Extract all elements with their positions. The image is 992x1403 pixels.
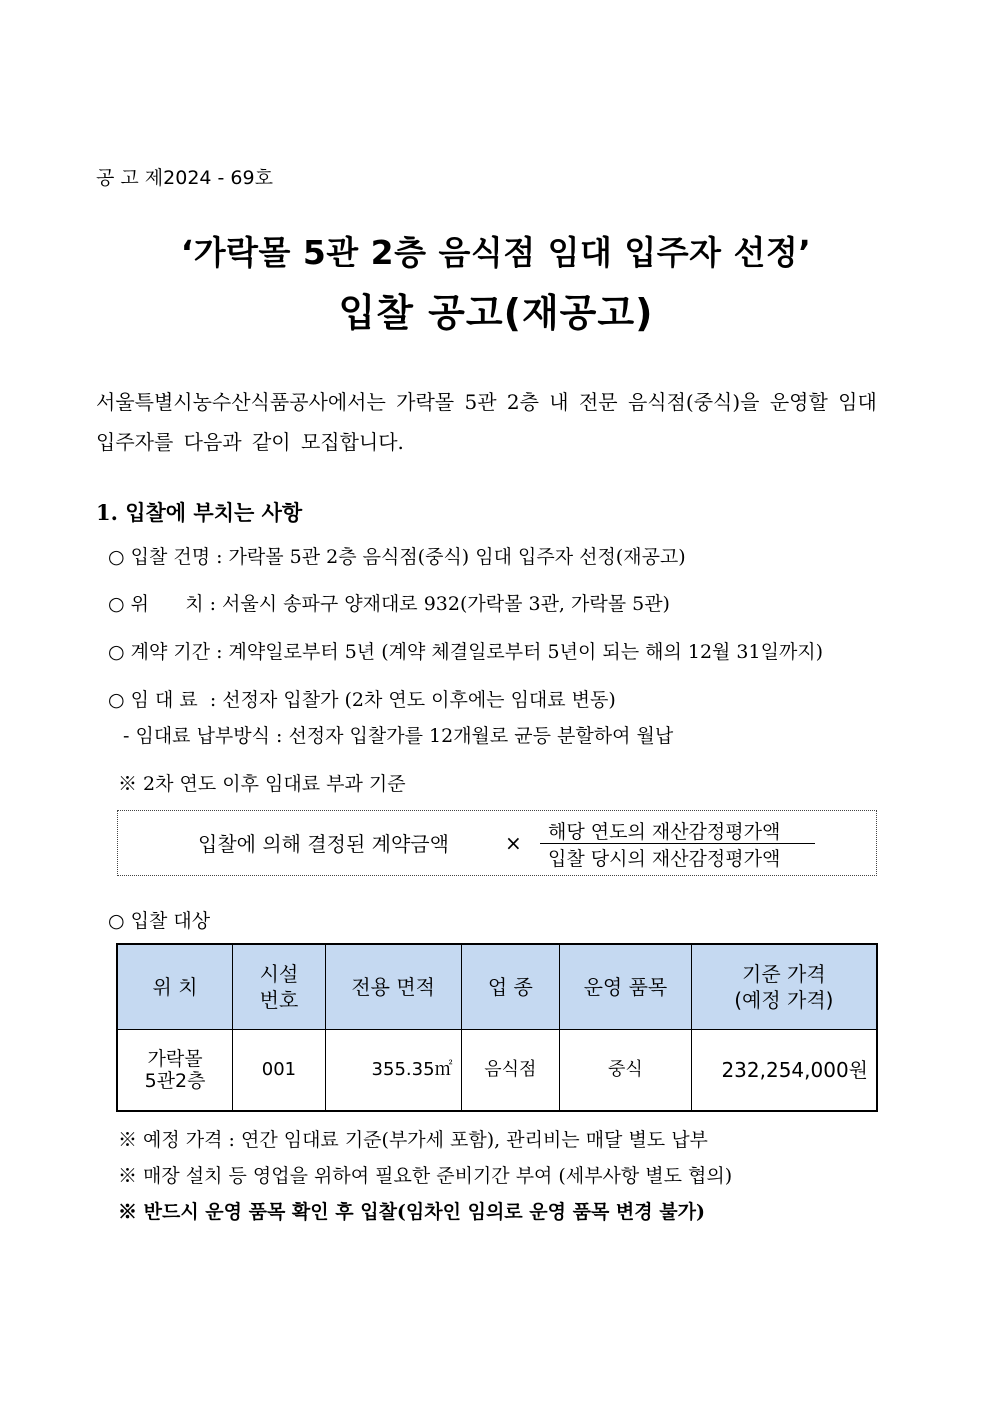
cell-area: 355.35㎡ — [325, 1030, 461, 1112]
item-bid-target: ○ 입찰 대상 — [108, 910, 211, 932]
header-price: 기준 가격 (예정 가격) — [691, 944, 877, 1030]
cell-business: 음식점 — [461, 1030, 560, 1112]
table-header-row — [117, 944, 877, 1030]
formula-operator: × — [505, 831, 522, 855]
section-1-title: 1. 입찰에 부치는 사항 — [96, 500, 303, 525]
item-contract-period: ○ 계약 기간 : 계약일로부터 5년 (계약 체결일로부터 5년이 되는 해의 12월 31일까지) — [108, 641, 824, 663]
header-business: 업 종 — [461, 944, 560, 1030]
header-facility-no: 시설 번호 — [233, 944, 326, 1030]
note-product-check: ※ 반드시 운영 품목 확인 후 입찰(임차인 임의로 운영 품목 변경 불가) — [118, 1201, 705, 1223]
notice-number: 공 고 제2024 - 69호 — [96, 167, 273, 189]
item-bid-name: ○ 입찰 건명 : 가락몰 5관 2층 음식점(중식) 임대 입주자 선정(재공고) — [108, 546, 686, 568]
title-line-2: 입찰 공고(재공고) — [338, 291, 654, 335]
item-rent: ○ 임 대 료 : 선정자 입찰가 (2차 연도 이후에는 임대료 변동) — [108, 689, 616, 711]
cell-location: 가락몰 5관2층 — [117, 1030, 233, 1112]
cell-price: 232,254,000원 — [691, 1030, 877, 1112]
bid-table — [116, 943, 878, 1112]
item-location: ○ 위 치 : 서울시 송파구 양재대로 932(가락몰 3관, 가락몰 5관) — [108, 593, 670, 615]
intro-paragraph: 서울특별시농수산식품공사에서는 가락몰 5관 2층 내 전문 음식점(중식)을 운영할 임대 입주자를 다음과 같이 모집합니다. — [96, 390, 877, 454]
table-row — [117, 1030, 877, 1112]
header-location: 위 치 — [117, 944, 233, 1030]
formula-denominator: 입찰 당시의 재산감정평가액 — [548, 848, 781, 870]
formula-numerator: 해당 연도의 재산감정평가액 — [548, 821, 781, 843]
header-product: 운영 품목 — [560, 944, 692, 1030]
header-area: 전용 면적 — [325, 944, 461, 1030]
note-estimated-price: ※ 예정 가격 : 연간 임대료 기준(부가세 포함), 관리비는 매달 별도 납부 — [118, 1129, 708, 1151]
item-rent-payment: - 임대료 납부방식 : 선정자 입찰가를 12개월로 균등 분할하여 월납 — [123, 725, 674, 747]
item-rent-basis: ※ 2차 연도 이후 임대료 부과 기준 — [118, 773, 406, 795]
cell-facility-no: 001 — [233, 1030, 326, 1112]
note-preparation-period: ※ 매장 설치 등 영업을 위하여 필요한 준비기간 부여 (세부사항 별도 협의) — [118, 1165, 733, 1187]
cell-product: 중식 — [560, 1030, 692, 1112]
title-line-1: ‘가락몰 5관 2층 음식점 임대 입주자 선정’ — [180, 233, 812, 272]
formula-left: 입찰에 의해 결정된 계약금액 — [198, 832, 449, 856]
